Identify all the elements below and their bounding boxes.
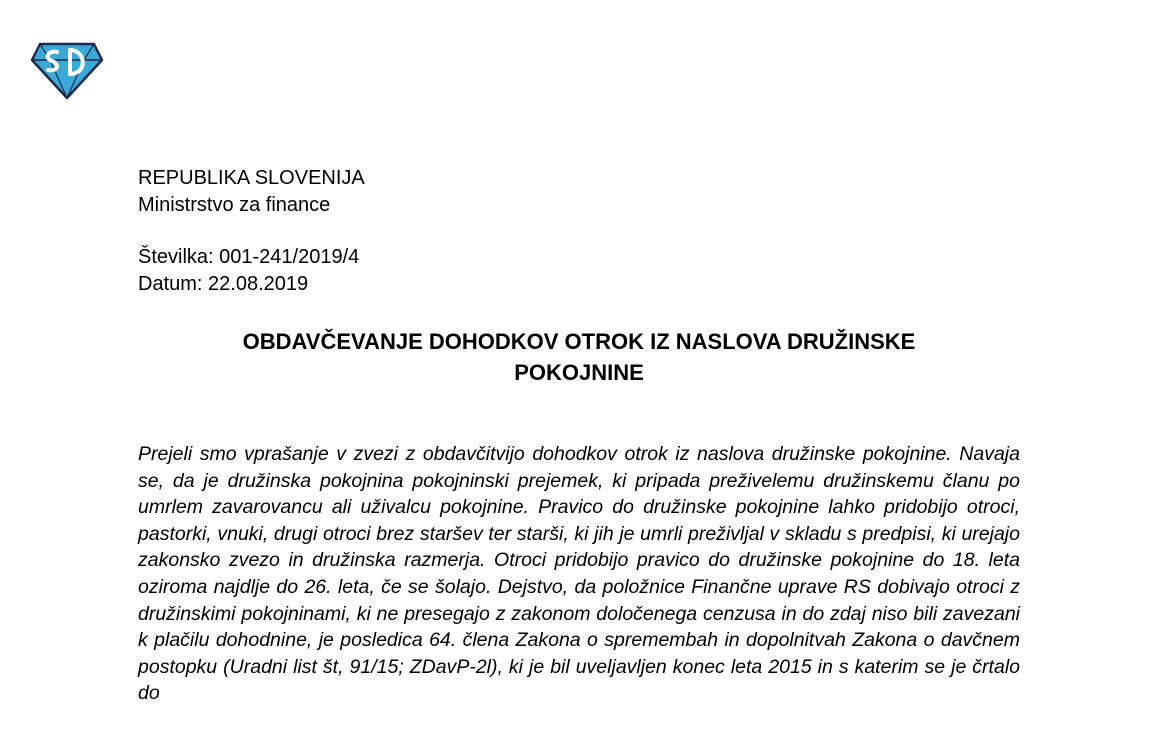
title-line-1: OBDAVČEVANJE DOHODKOV OTROK IZ NASLOVA DRUŽINSKE [242, 329, 916, 354]
republic-label: REPUBLIKA SLOVENIJA [138, 167, 365, 189]
document-title [138, 326, 1020, 388]
document-header [138, 165, 365, 298]
document-date: Datum: 22.08.2019 [138, 273, 309, 295]
ministry-label: Ministrstvo za finance [138, 194, 331, 216]
diamond-sd-logo-icon [30, 40, 104, 100]
document-number: Številka: 001-241/2019/4 [138, 246, 360, 268]
body-paragraph: Prejeli smo vprašanje v zvezi z obdavčitvijo dohodkov otrok iz naslova družinske pokojnine. Navaja se, da je družinska pokojnina pokojninski prejemek, ki pripada preživelemu družinskemu članu po umrlem zavarovancu ali uživalcu pokojnine. Pravico do družinske pokojnine lahko pridobijo otroci, pastorki, vnuki, drugi otroci brez staršev ter starši, ki jih je umrli preživljal v skladu s predpisi, ki urejajo zakonsko zvezo in družinska razmerja. Otroci pridobijo pravico do družinske pokojnine do 18. leta oziroma najdlje do 26. leta, če se šolajo. Dejstvo, da položnice Finančne uprave RS dobivajo otroci z družinskimi pokojninami, ki ne presegajo z zakonom določenega cenzusa in do zdaj niso bili zavezani k plačilu dohodnine, je posledica 64. člena Zakona o spremembah in dopolnitvah Zakona o davčnem postopku (Uradni list št, 91/15; ZDavP-2l), ki je bil uveljavljen konec leta 2015 in s katerim se je črtalo do [138, 443, 1020, 705]
title-line-2: POKOJNINE [514, 360, 644, 385]
